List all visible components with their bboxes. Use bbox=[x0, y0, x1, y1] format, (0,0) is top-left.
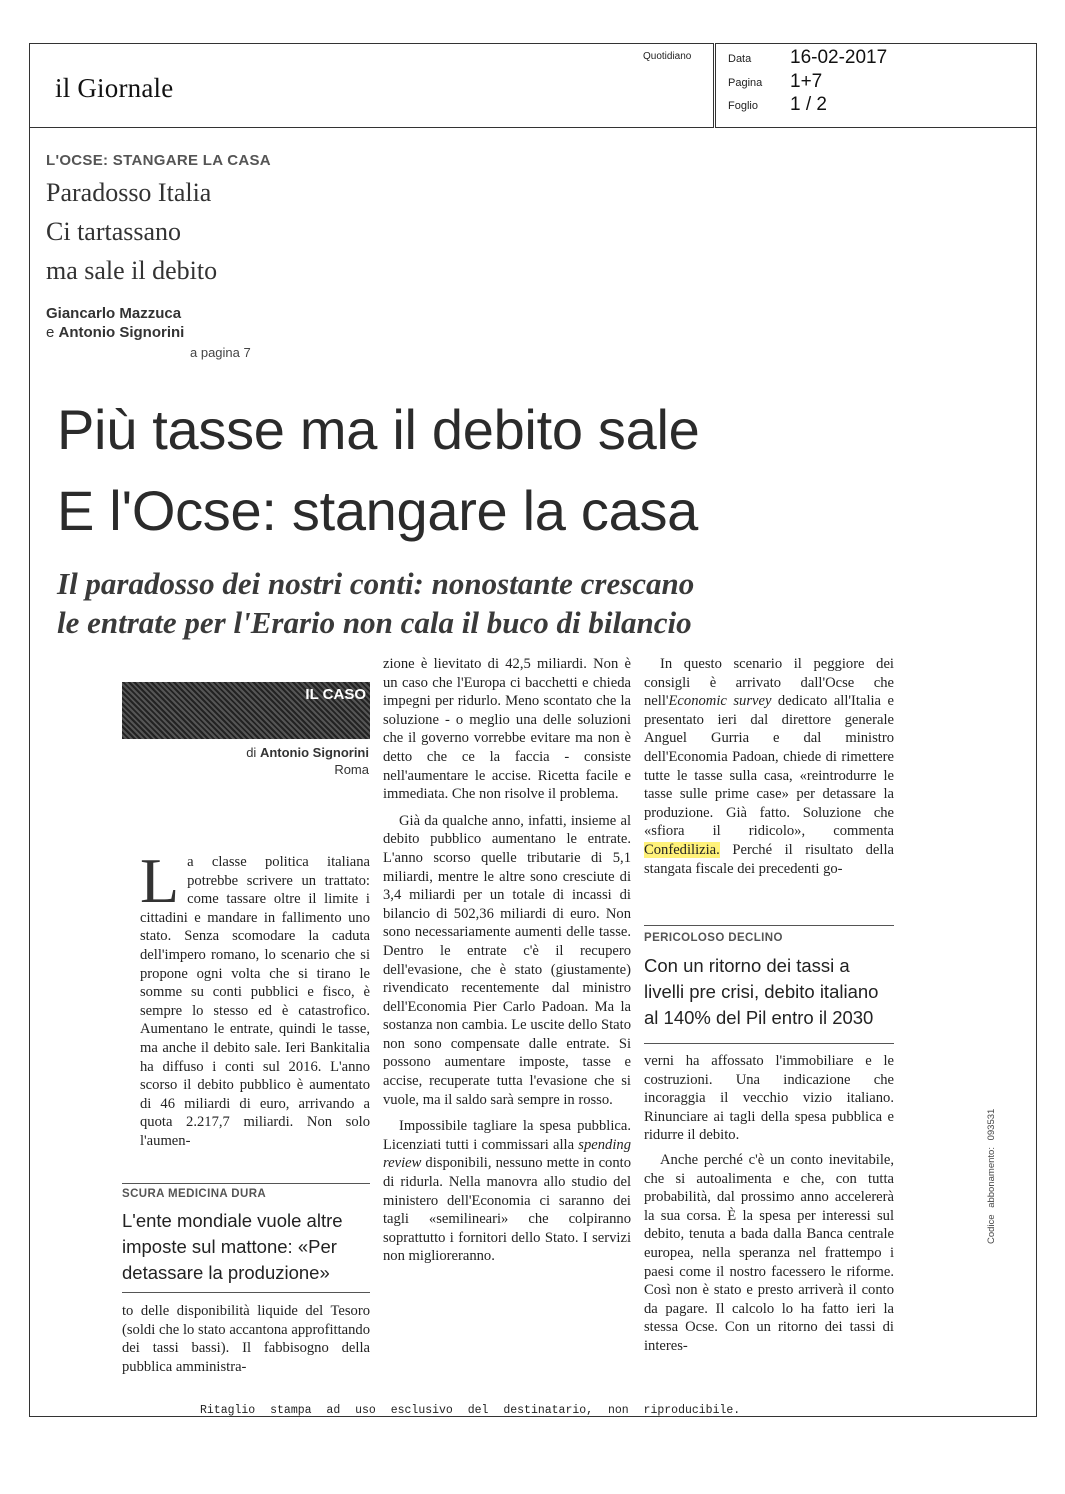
page-value: 1+7 bbox=[790, 71, 823, 92]
teaser-title-line-2: Ci tartassano bbox=[46, 217, 182, 246]
teaser-kicker: L'OCSE: STANGARE LA CASA bbox=[46, 152, 271, 169]
headline-line-2: E l'Ocse: stangare la casa bbox=[57, 479, 698, 542]
box-rule-1 bbox=[122, 1183, 370, 1184]
column-2-text: zione è lievitato di 42,5 miliardi. Non è un caso che l'Europa ci bacchetti e chieda impegni per ridurlo. Meno scontato che la soluzione - o meglio una delle soluzioni che il governo vorrebbe evitare ma non è detto che ce la faccia - consiste nell'aumentare le accise. Ricetta facile e immediata. Che non risolve il problema. Già da qualche anno, infatti, insieme al debito pubblico aumentano le entrate. L'anno scorso quelle tributarie di 5,1 miliardi, mentre le altre sono cresciute di 3,4 miliardi per un totale di incassi di bilancio di 502,36 miliardi di euro. Non sono necessariamente aumenti delle tasse. Dentro le entrate c'è il recupero dell'evasione, che è stato (giustamente) rivendicato recentemente dal ministro dell'Economia Pier Carlo Padoan. Ma la sostanza non cambia. Le uscite dello Stato non sono compensate dalle entrate. Si possono aumentare imposte, tasse e accise, recuperate tutta l'evasione che si vuole, ma il saldo sarà sempre in rosso. Impossibile tagliare la spesa pubblica. Licenziati tutti i commissari alla spending review disponibili, nessuno mette in conto di ridurla. Nella manovra allo studio del ministero dell'Economia ci saranno dei tagli «semilineari» che colpiranno soprattutto i fornitori dello Stato. I servizi non miglioreranno. bbox=[383, 656, 631, 1265]
subheadline-line-2: le entrate per l'Erario non cala il buco di bilancio bbox=[57, 605, 692, 640]
section-badge-label: IL CASO bbox=[305, 686, 366, 703]
column-3-text-top: In questo scenario il peggiore dei consigli è arrivato dall'Ocse che nell'Economic survey dedicato all'Italia e presentato ieri dal direttore generale Anguel Gurria e dal ministro dell'Economia Padoan, chiede di rimettere tutte le tasse sulla casa, «reintrodurre le tasse sulle prime case» per detassare la produzione. Già fatto. Soluzione che «sfiora il ridicolo», commenta Confedilizia. Perché il risultato della stangata fiscale dei precedenti go- bbox=[644, 656, 894, 877]
teaser-author-1: Giancarlo Mazzuca bbox=[46, 305, 182, 322]
box-text-1: L'ente mondiale vuole altre imposte sul mattone: «Per detassare la produzione» bbox=[122, 1210, 343, 1283]
frequency-label: Quotidiano bbox=[643, 51, 692, 62]
byline: di Antonio Signorini bbox=[246, 745, 369, 760]
highlighted-term: Confedilizia. bbox=[644, 841, 720, 858]
column-1-text-top: La classe politica italiana potrebbe scrivere un trattato: come tassare oltre il limite i cittadini e mandare in fallimento uno stato. Senza scomodare la caduta dell'impero romano, lo scenario che si propone ogni volta che si tirano le somme su conti pubblici e fisco, è sempre lo stesso ed è catastrofico. Aumentano le entrate, quindi le tasse, ma anche il debito sale. Ieri Bankitalia ha diffuso i conti sul 2016. L'anno scorso il debito pubblico è aumentato di 46 miliardi di euro, arrivando a quota 2.217,7 miliardi. Non solo l'aumen- bbox=[140, 845, 370, 1149]
page-label: Pagina bbox=[728, 77, 763, 89]
subscription-code: Codice abbonamento: 093531 bbox=[986, 1108, 997, 1244]
footer-copyright-note: Ritaglio stampa ad uso esclusivo del destinatario, non riproducibile. bbox=[200, 1404, 741, 1417]
box-kicker-2: PERICOLOSO DECLINO bbox=[644, 932, 783, 944]
dropcap: L bbox=[140, 845, 180, 916]
sheet-label: Foglio bbox=[728, 100, 758, 112]
section-badge bbox=[122, 682, 370, 739]
teaser-page-ref: a pagina 7 bbox=[190, 345, 251, 360]
teaser-title-line-1: Paradosso Italia bbox=[46, 178, 212, 207]
column-3-text-bottom: verni ha affossato l'immobiliare e le costruzioni. Una indicazione che incoraggia il vecchio vizio italiano. Rinunciare ai tagli della spesa pubblica e ridurre il debito. Anche perché c'è un conto inevitabile, che si autoalimenta e che, con tutta probabilità, dal prossimo anno accelererà la sua corsa. È la spesa per interessi sul debito, tenuta a bada dalla Banca centrale europea, nella speranza nel frattempo i paesi come il nostro facessero le riforme. Così non è stato e presto arriverà il conto da pagare. Il calcolo lo ha fatto ieri la stessa Ocse. Con un ritorno dei tassi di interes- bbox=[644, 1053, 894, 1354]
box-kicker-1: SCURA MEDICINA DURA bbox=[122, 1188, 267, 1200]
box-text-2: Con un ritorno dei tassi a livelli pre crisi, debito italiano al 140% del Pil entro il 2030 bbox=[644, 955, 879, 1028]
headline-line-1: Più tasse ma il debito sale bbox=[57, 398, 700, 461]
box-rule-2 bbox=[644, 925, 894, 926]
sheet-value: 1 / 2 bbox=[790, 94, 827, 115]
teaser-title-line-3: ma sale il debito bbox=[46, 256, 218, 285]
box-rule-2b bbox=[644, 1043, 894, 1044]
box-rule-1b bbox=[122, 1292, 370, 1293]
column-1-text-bottom: to delle disponibilità liquide del Tesoro (soldi che lo stato accantona approfittando dei tassi bassi). Il fabbisogno della pubblica amministra- bbox=[122, 1303, 370, 1375]
teaser-author-2: e Antonio Signorini bbox=[46, 324, 185, 341]
newspaper-masthead: il Giornale bbox=[55, 73, 174, 103]
byline-place: Roma bbox=[334, 762, 369, 777]
date-value: 16-02-2017 bbox=[790, 47, 888, 68]
subheadline-line-1: Il paradosso dei nostri conti: nonostante crescano bbox=[57, 566, 695, 601]
date-label: Data bbox=[728, 53, 752, 65]
